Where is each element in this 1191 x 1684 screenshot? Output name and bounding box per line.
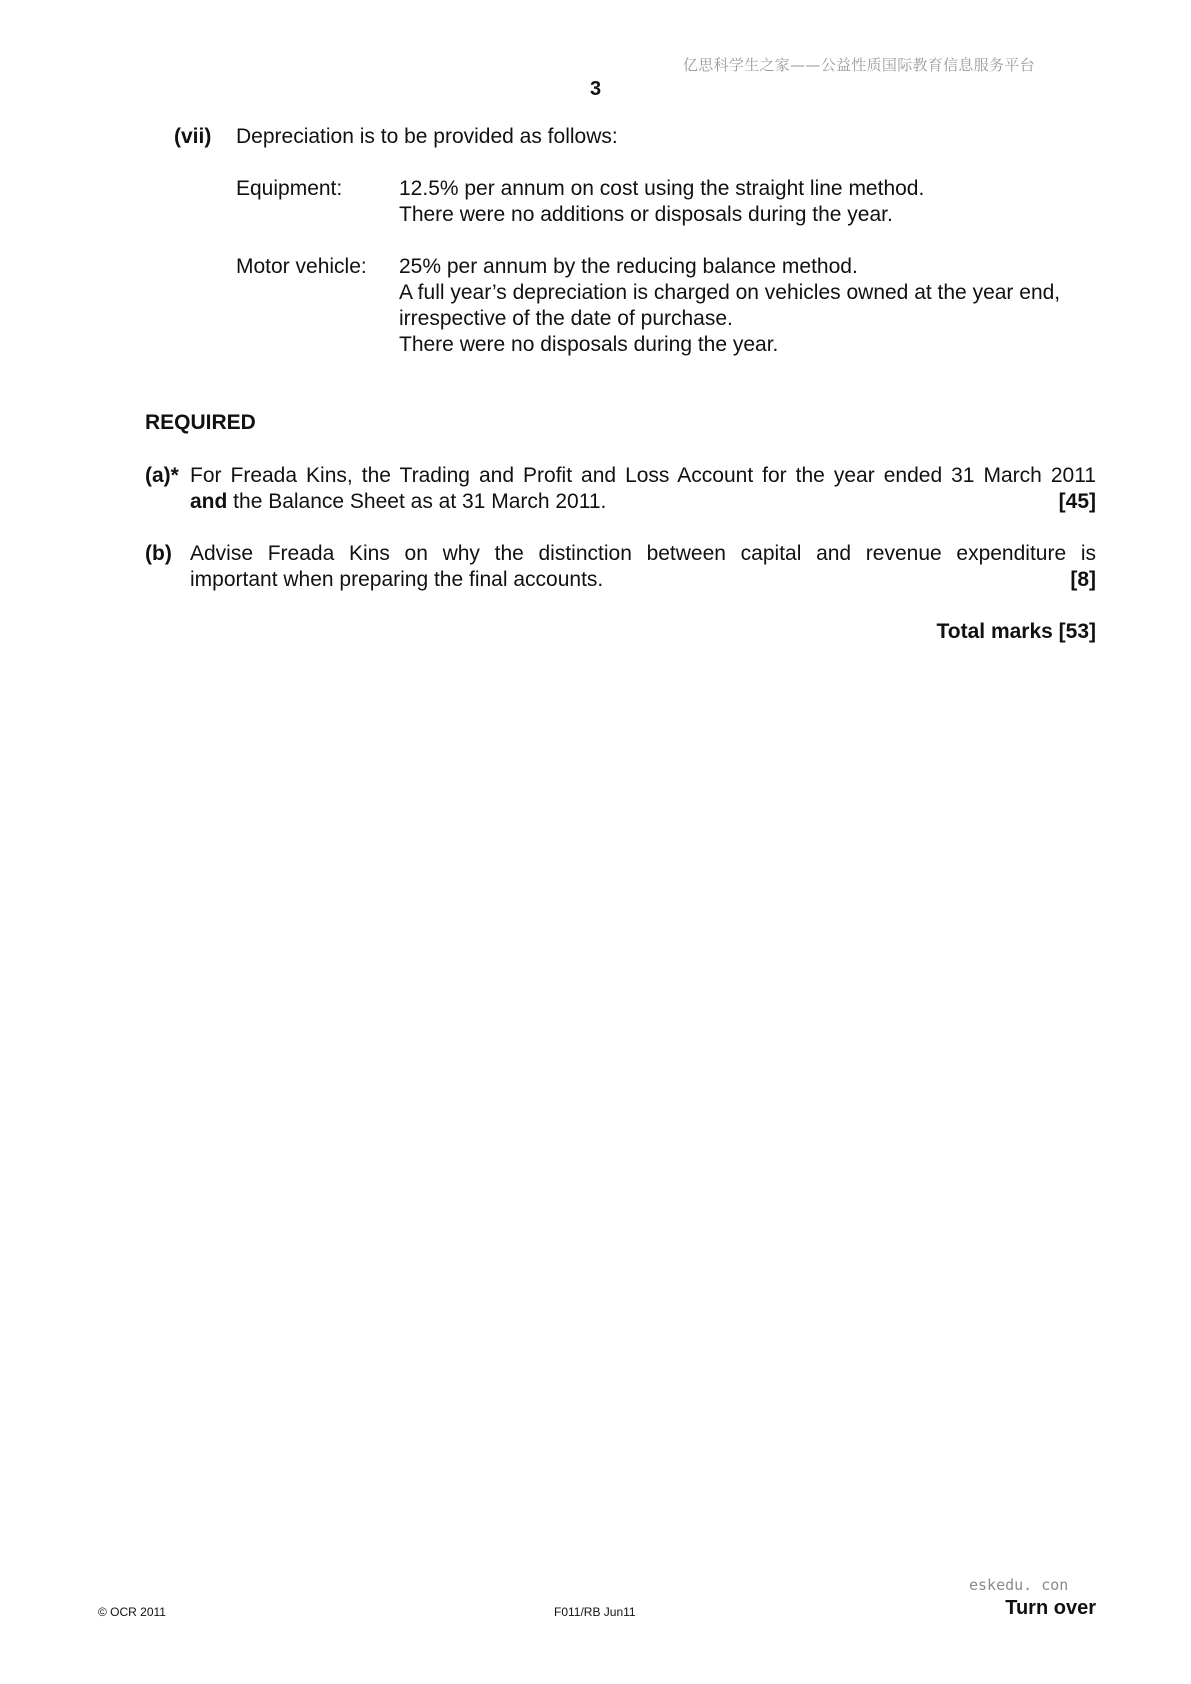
question-a-line-2-text: [190, 489, 606, 515]
watermark-footer: eskedu. con: [969, 1576, 1069, 1594]
motor-vehicle-line-4: There were no disposals during the year.: [399, 333, 779, 356]
footer-paper-code: F011/RB Jun11: [554, 1605, 636, 1619]
page-number: 3: [589, 78, 602, 100]
question-b-text: [190, 541, 1096, 593]
equipment-line-1: 12.5% per annum on cost using the straight line method.: [399, 177, 925, 200]
question-a-line-2-rest: the Balance Sheet as at 31 March 2011.: [227, 490, 607, 513]
motor-vehicle-line-2: A full year’s depreciation is charged on vehicles owned at the year end,: [399, 281, 1061, 304]
watermark-header: 亿思科学生之家——公益性质国际教育信息服务平台: [683, 56, 1035, 74]
motor-vehicle-description: [399, 254, 1060, 358]
item-vii-text: Depreciation is to be provided as follows:: [236, 125, 618, 148]
question-a-line-1: For Freada Kins, the Trading and Profit and Loss Account for the year ended 31 March 2011: [190, 464, 1096, 487]
equipment-label: Equipment:: [236, 177, 343, 200]
equipment-line-2: There were no additions or disposals during the year.: [399, 203, 893, 226]
question-b-line-1: Advise Freada Kins on why the distinction between capital and revenue expenditure is: [190, 542, 1096, 565]
motor-vehicle-line-3: irrespective of the date of purchase.: [399, 307, 733, 330]
question-a-and: and: [190, 490, 228, 513]
question-b-marks: [8]: [1070, 568, 1096, 591]
question-a-label: (a)*: [145, 464, 179, 487]
question-a-line-2: [190, 489, 1096, 515]
motor-vehicle-line-1: 25% per annum by the reducing balance method.: [399, 255, 858, 278]
question-a-text: [190, 463, 1096, 515]
question-b-label: (b): [145, 542, 172, 565]
motor-vehicle-label: Motor vehicle:: [236, 255, 367, 278]
question-b-line-2: [190, 567, 1096, 593]
footer-copyright: © OCR 2011: [98, 1605, 166, 1619]
question-a-marks: [45]: [1058, 490, 1096, 513]
question-b-line-2-text: important when preparing the final accounts.: [190, 568, 604, 591]
footer-turn-over: Turn over: [1005, 1597, 1096, 1619]
total-marks: Total marks [53]: [936, 620, 1096, 643]
equipment-description: [399, 176, 924, 228]
item-vii-label: (vii): [174, 125, 212, 148]
required-heading: REQUIRED: [145, 411, 256, 434]
